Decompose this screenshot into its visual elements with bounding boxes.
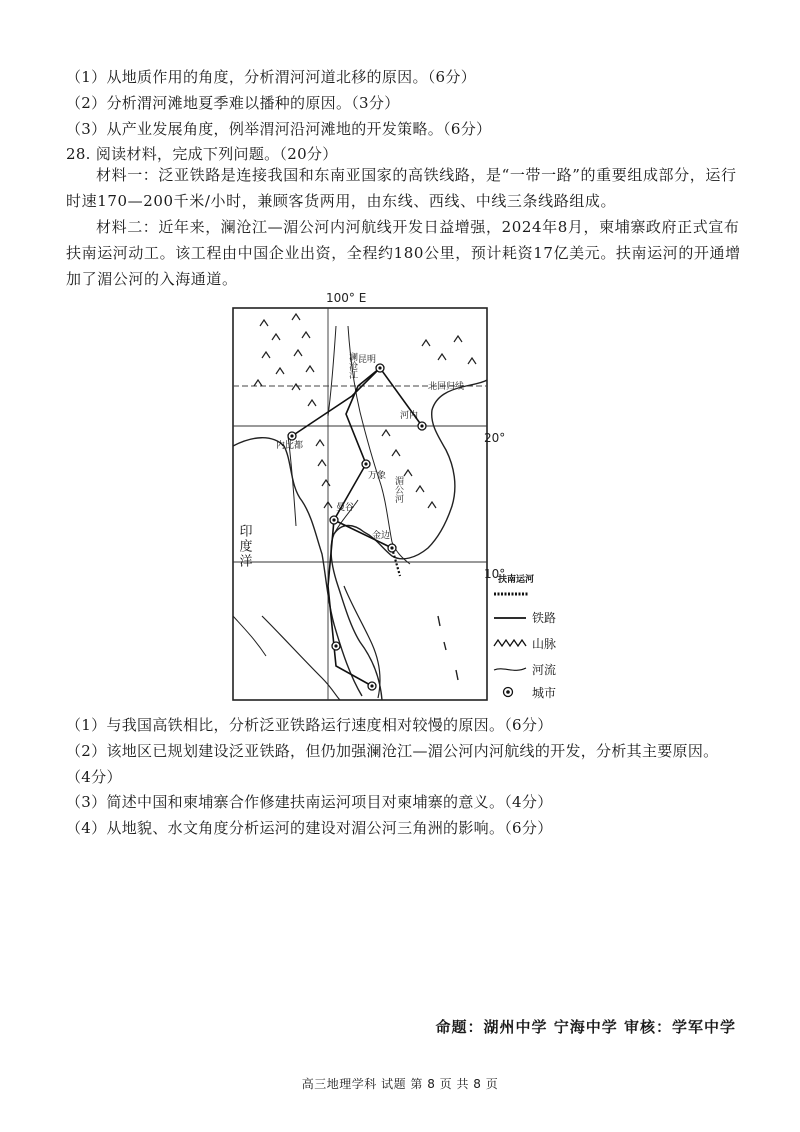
city-label-vientiane: 万象 — [368, 471, 387, 481]
river-label-lancang: 澜沧江 — [347, 352, 357, 379]
legend-railway-label: 铁路 — [532, 611, 557, 625]
city-label-bangkok: 曼谷 — [336, 503, 355, 513]
question-28-4: （4）从地貌、水文角度分析运河的建设对湄公河三角洲的影响。（6分） — [66, 819, 553, 837]
material-2: 材料二：近年来，澜沧江—湄公河内河航线开发日益增强，2024年8月，柬埔寨政府正式宣布扶南运河动工。该工程由中国企业出资，全程约180公里，预计耗资17亿美元。扶南运河的开通增加了湄公河的入海通道。 — [66, 218, 741, 288]
legend-city-label: 城市 — [532, 686, 557, 700]
question-28-title: 28. 阅读材料，完成下列问题。（20分） — [66, 145, 338, 163]
question-28-1: （1）与我国高铁相比，分析泛亚铁路运行速度相对较慢的原因。（6分） — [66, 716, 553, 734]
longitude-label: 100° E — [326, 291, 367, 305]
legend-river-label: 河流 — [532, 663, 557, 677]
legend-mountain-label: 山脉 — [532, 637, 557, 651]
city-label-hanoi: 河内 — [400, 411, 419, 421]
tropic-label: 北回归线 — [428, 382, 465, 392]
question-28-2: （2）该地区已规划建设泛亚铁路，但仍加强澜沧江—湄公河内河航线的开发，分析其主要原因。 — [66, 742, 719, 760]
city-label-phnompenh: 金边 — [372, 531, 391, 541]
ocean-label: 印度洋 — [236, 524, 252, 569]
legend-mountain-symbol — [494, 640, 526, 646]
map-legend — [494, 573, 556, 700]
prev-question-3: （3）从产业发展角度，例举渭河沿河滩地的开发策略。（6分） — [66, 120, 492, 138]
question-28-3: （3）简述中国和柬埔寨合作修建扶南运河项目对柬埔寨的意义。（4分） — [66, 793, 553, 811]
prev-question-2: （2）分析渭河滩地夏季难以播种的原因。（3分） — [66, 94, 400, 112]
legend-canal-label: 扶南运河 — [498, 575, 535, 585]
page-footer: 高三地理学科 试题 第 8 页 共 8 页 — [301, 1077, 499, 1091]
material-1: 材料一：泛亚铁路是连接我国和东南亚国家的高铁线路，是“一带一路”的重要组成部分，运行时速170—200千米/小时，兼顾客货两用，由东线、西线、中线三条线路组成。 — [66, 166, 737, 210]
legend-river-symbol — [494, 668, 526, 670]
exam-credits: 命题：湖州中学 宁海中学 审核：学军中学 — [435, 1018, 736, 1036]
southeast-asia-map — [232, 286, 577, 704]
latitude-20-label: 20° — [484, 431, 506, 445]
city-label-naypyidaw: 内比都 — [276, 441, 304, 451]
river-label-mekong: 湄公河 — [393, 476, 403, 503]
city-label-kunming: 昆明 — [358, 355, 377, 365]
question-28-2-score: （4分） — [66, 768, 122, 786]
latitude-10-label: 10° — [484, 567, 506, 581]
prev-question-1: （1）从地质作用的角度，分析渭河河道北移的原因。（6分） — [66, 68, 476, 86]
